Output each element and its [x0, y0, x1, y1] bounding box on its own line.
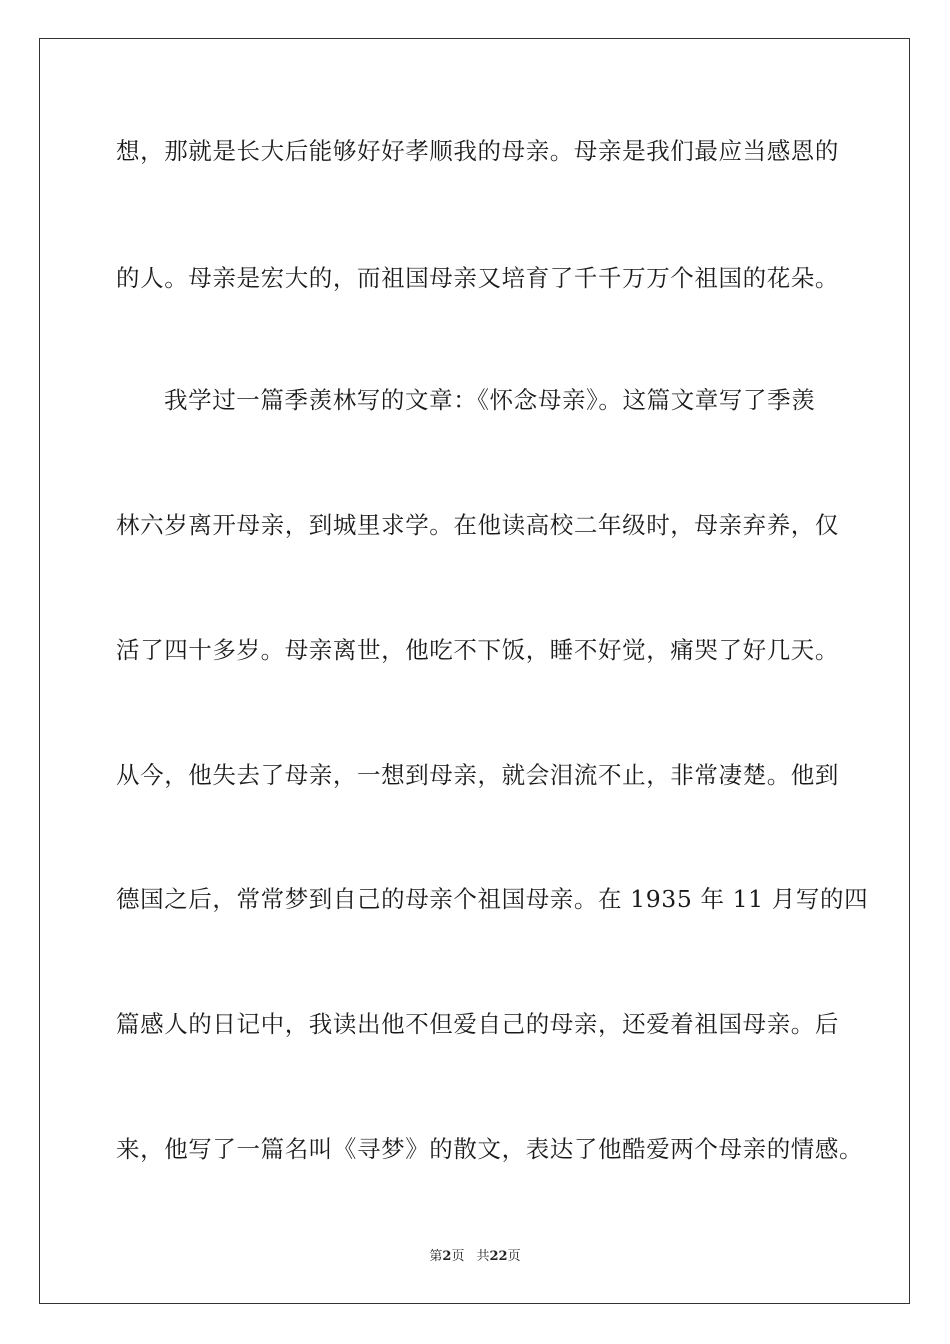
text-line-5: 活了四十多岁。母亲离世，他吃不下饭，睡不好觉，痛哭了好几天。: [116, 636, 839, 664]
page-footer: [0, 1248, 950, 1266]
total-prefix: 共: [476, 1249, 490, 1264]
page-prefix: 第: [429, 1249, 443, 1264]
page-border: [39, 38, 910, 1304]
text-line-4: 林六岁离开母亲，到城里求学。在他读高校二年级时，母亲弃养，仅: [116, 511, 839, 539]
text-line-3: 我学过一篇季羡林写的文章：《怀念母亲》。这篇文章写了季羡: [164, 386, 816, 414]
text-line-1: 想，那就是长大后能够好好孝顺我的母亲。母亲是我们最应当感恩的: [116, 137, 839, 165]
text-line-6: 从今，他失去了母亲，一想到母亲，就会泪流不止，非常凄楚。他到: [116, 761, 839, 789]
text-line-9: 来，他写了一篇名叫《寻梦》的散文，表达了他酷爱两个母亲的情感。: [116, 1135, 864, 1163]
text-line-8: 篇感人的日记中，我读出他不但爱自己的母亲，还爱着祖国母亲。后: [116, 1010, 839, 1038]
text-line-2: 的人。母亲是宏大的，而祖国母亲又培育了千千万万个祖国的花朵。: [116, 264, 839, 292]
page-suffix: 页: [451, 1249, 465, 1264]
page-number: 2: [442, 1249, 452, 1264]
total-pages: 22: [489, 1249, 508, 1264]
text-line-7: 德国之后，常常梦到自己的母亲个祖国母亲。在 1935 年 11 月写的四: [116, 885, 869, 913]
total-suffix: 页: [507, 1249, 521, 1264]
